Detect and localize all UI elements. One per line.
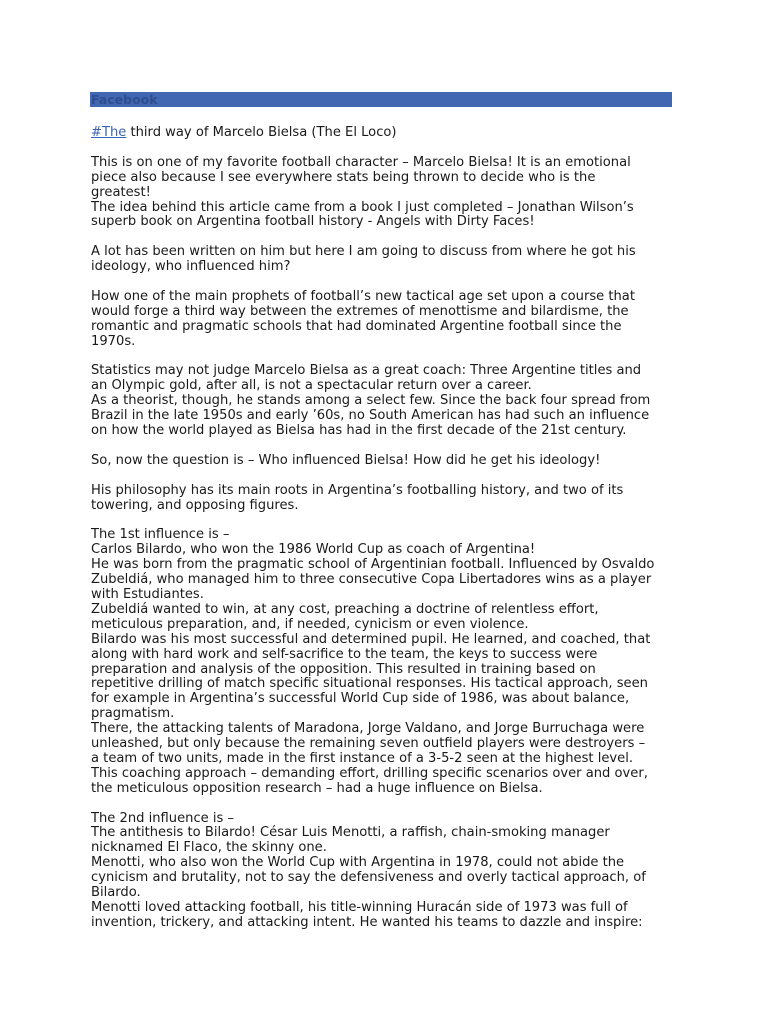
text-line: There, the attacking talents of Maradona, Jorge Valdano, and Jorge Burruchaga were [91,721,645,737]
text-line: A lot has been written on him but here I am going to discuss from where he got his [91,244,636,260]
text-line: Zubeldiá, who managed him to three consecutive Copa Libertadores wins as a player [91,572,652,588]
text-line: The 1st influence is – [91,527,230,543]
text-line: cynicism and brutality, not to say the defensiveness and overly tactical approach, of [91,870,646,886]
text-line: unleashed, but only because the remaining seven outfield players were destroyers – [91,736,646,752]
text-line: Menotti loved attacking football, his title-winning Huracán side of 1973 was full of [91,900,628,915]
text-line: Zubeldiá wanted to win, at any cost, preaching a doctrine of relentless effort, [91,601,599,617]
text-line: for example in Argentina’s successful World Cup side of 1986, was about balance, [91,691,630,707]
document-body [91,126,681,931]
text-line: 1970s. [91,333,136,349]
text-line: His philosophy has its main roots in Argentina’s footballing history, and two of its [91,482,624,498]
text-line: He was born from the pragmatic school of Argentinian football. Influenced by Osvaldo [91,557,655,573]
text-line: piece also because I see everywhere stats being thrown to decide who is the [91,169,596,185]
text-line: meticulous preparation, and, if needed, cynicism or even violence. [91,616,529,632]
paragraph-gap [91,230,681,245]
paragraph-gap [91,141,681,156]
hashtag-link[interactable]: #The [91,125,127,140]
text-line: The idea behind this article came from a book I just completed – Jonathan Wilson’s [91,199,634,215]
text-line: an Olympic gold, after all, is not a spectacular return over a career. [91,378,532,394]
text-line: How one of the main prophets of football’s new tactical age set upon a course that [91,288,635,304]
text-line: towering, and opposing figures. [91,497,299,513]
paragraph-gap [91,275,681,290]
text-line: a team of two units, made in the first instance of a 3-5-2 seen at the highest level. [91,750,634,766]
text-line: superb book on Argentina football history - Angels with Dirty Faces! [91,214,535,230]
paragraph-gap [91,350,681,365]
paragraph-gap [91,439,681,454]
text-line: the meticulous opposition research – had a huge influence on Bielsa. [91,780,543,796]
text-line: Brazil in the late 1950s and early ’60s, no South American has had such an influence [91,408,650,424]
text-line: Bilardo. [91,885,141,901]
paragraph-gap [91,513,681,528]
article-title-text: third way of Marcelo Bielsa (The El Loco) [126,125,397,140]
facebook-label: Facebook [91,92,158,107]
text-line: The 2nd influence is – [91,810,235,826]
text-line: on how the world played as Bielsa has had in the first decade of the 21st century. [91,423,627,439]
text-line: along with hard work and self-sacrifice to the team, the keys to success were [91,646,598,662]
article-title [91,126,681,141]
text-line: preparation and analysis of the opposition. This resulted in training based on [91,661,596,677]
paragraph-gap [91,469,681,484]
text-line: romantic and pragmatic schools that had dominated Argentine football since the [91,318,622,334]
text-line: The antithesis to Bilardo! César Luis Menotti, a raffish, chain-smoking manager [91,825,610,841]
paragraph-gap [91,797,681,812]
text-line: invention, trickery, and attacking intent. He wanted his teams to dazzle and inspire: [91,914,643,930]
text-line: Statistics may not judge Marcelo Bielsa as a great coach: Three Argentine titles and [91,363,642,379]
text-line: Menotti, who also won the World Cup with Argentina in 1978, could not abide the [91,855,625,871]
text-line: This is on one of my favorite football character – Marcelo Bielsa! It is an emotional [91,154,631,170]
text-line: As a theorist, though, he stands among a select few. Since the back four spread from [91,393,651,409]
text-line: with Estudiantes. [91,586,204,602]
text-line: Carlos Bilardo, who won the 1986 World Cup as coach of Argentina! [91,542,536,558]
text-line: would forge a third way between the extremes of menottisme and bilardisme, the [91,303,629,319]
text-line: pragmatism. [91,706,175,722]
text-line: So, now the question is – Who influenced Bielsa! How did he get his ideology! [91,452,601,468]
text-line: greatest! [91,184,151,200]
text-line: ideology, who influenced him? [91,259,291,275]
text-line: Bilardo was his most successful and determined pupil. He learned, and coached, that [91,631,651,647]
text-line: repetitive drilling of match specific situational responses. His tactical approach, seen [91,676,648,692]
text-line: This coaching approach – demanding effort, drilling specific scenarios over and over, [91,765,648,781]
facebook-header-bar [90,92,672,107]
text-line: nicknamed El Flaco, the skinny one. [91,840,327,856]
